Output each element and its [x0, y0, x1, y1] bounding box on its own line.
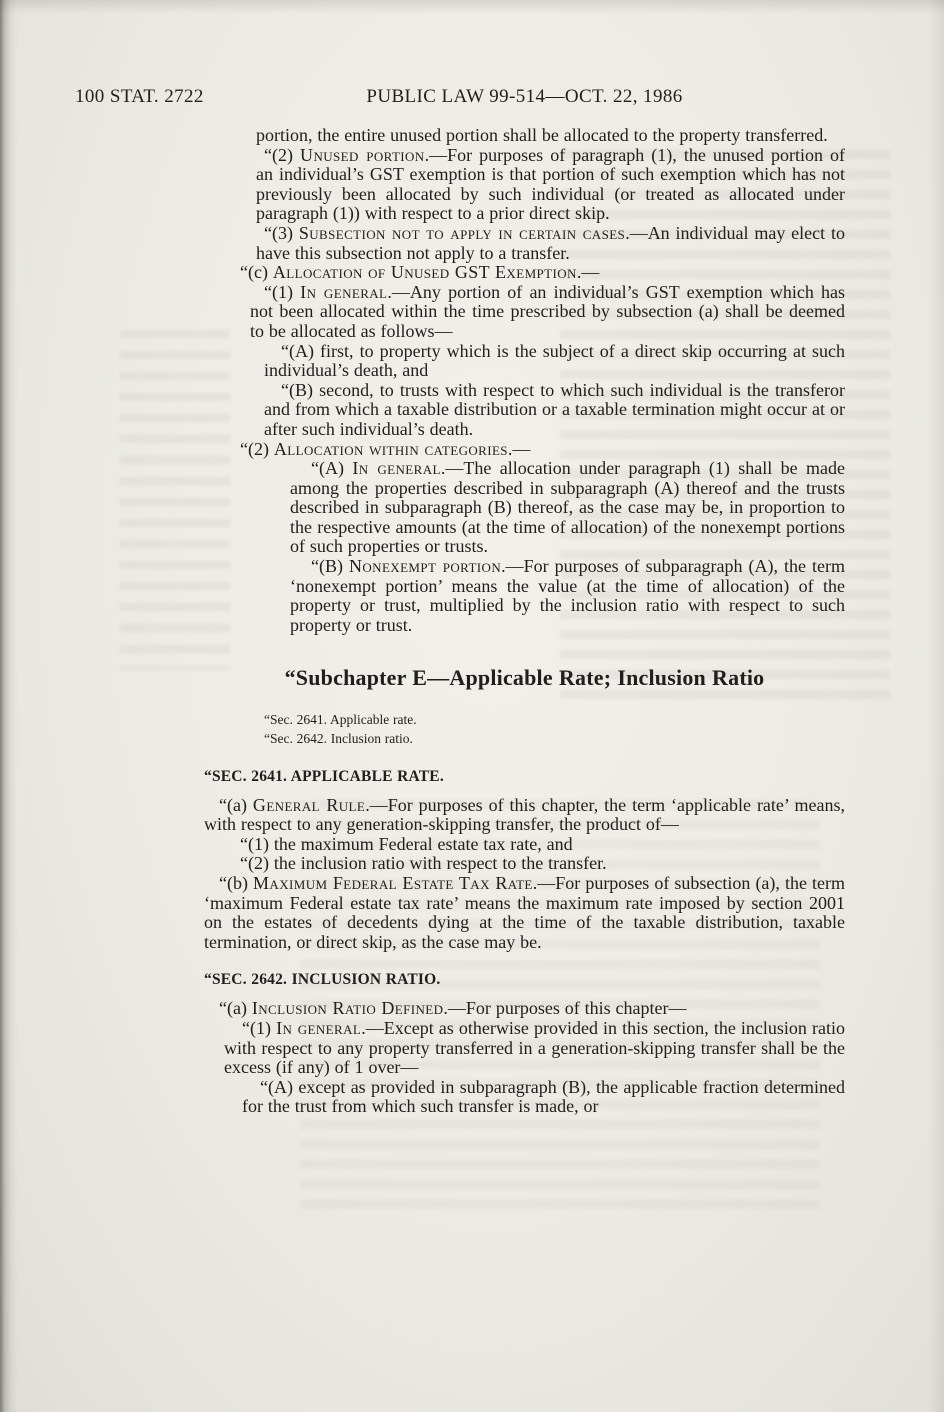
statute-paragraph — [204, 126, 845, 146]
statute-text-run: .—Any portion of an individual’s GST exemption which has not been allocated within the time prescribed by subsection (a) shall be deemed to be allocated as follows— — [250, 281, 845, 341]
defined-term-label: Allocation within categories — [273, 438, 508, 459]
statute-paragraph — [204, 1019, 845, 1078]
defined-term-label: Unused portion — [300, 144, 425, 165]
statute-paragraph — [204, 381, 845, 440]
statute-text-run: .—For purposes of subsection (a), the term ‘maximum Federal estate tax rate’ means the maximum rate imposed by section 2001 on the estates of decedents dying at the time of the taxable distribution, taxable termination, or direct skip, as the case may be. — [204, 873, 845, 952]
running-head-law-title: PUBLIC LAW 99-514—OCT. 22, 1986 — [366, 86, 683, 107]
statute-text-run: “Sec. 2642. Inclusion ratio. — [264, 731, 413, 747]
defined-term-label: Allocation of Unused GST Exemption — [272, 262, 577, 283]
statute-paragraph — [204, 1078, 845, 1117]
statute-text-run: .—An individual may elect to have this subsection not apply to a transfer. — [256, 222, 845, 263]
statute-text-run: “(B) — [311, 556, 349, 577]
subchapter-heading — [204, 665, 845, 691]
statute-text-run: “(1) — [264, 281, 301, 302]
defined-term-label: Nonexempt portion — [348, 556, 502, 577]
statute-paragraph — [204, 224, 845, 263]
statute-paragraph — [204, 440, 845, 460]
statute-text-run: “(2) — [264, 144, 301, 165]
statute-text-run: “(1) the maximum Federal estate tax rate, and — [240, 833, 573, 854]
statute-text-run: “(b) — [219, 873, 254, 893]
section-heading-2642 — [204, 970, 845, 990]
statute-text-run: .—For purposes of this chapter, the term ‘applicable rate’ means, with respect to any generation-skipping transfer, the product of— — [204, 794, 846, 835]
statute-text-run: .—Except as otherwise provided in this section, the inclusion ratio with respect to any property transferred in a generation-skipping transfer shall be the excess (if any) of 1 over— — [224, 1017, 845, 1078]
statute-paragraph — [204, 874, 845, 952]
statute-paragraph — [204, 263, 845, 283]
statute-text-run: portion, the entire unused portion shall be allocated to the property transferred. — [256, 125, 828, 145]
statute-text-run: “SEC. 2641. APPLICABLE RATE. — [204, 767, 444, 785]
defined-term-label: Inclusion Ratio Defined — [251, 998, 444, 1019]
statute-text-run: .— — [507, 438, 531, 459]
statute-paragraph — [204, 999, 845, 1019]
toc-line-sec-2641 — [204, 711, 845, 730]
defined-term-label: Subsection not to apply in certain cases — [298, 222, 626, 243]
statute-text-run: “(3) — [264, 222, 299, 243]
statute-text-run: “(a) — [219, 794, 253, 815]
statute-text-run: “SEC. 2642. INCLUSION RATIO. — [204, 971, 441, 989]
statute-text-run: “(A) — [311, 458, 353, 479]
defined-term-label: General Rule — [252, 794, 366, 815]
toc-line-sec-2642 — [204, 730, 845, 749]
defined-term-label: Maximum Federal Estate Tax Rate — [253, 873, 533, 893]
statute-text-run: “(A) first, to property which is the subject of a direct skip occurring at such individual’s death, and — [264, 340, 845, 381]
defined-term-label: In general — [276, 1017, 362, 1038]
statute-paragraph — [204, 342, 845, 381]
statute-text-run: .—For purposes of paragraph (1), the unused portion of an individual’s GST exemption is that portion of such exemption which has not previously been allocated by such individual (or treated as allocated under paragraph (1)) with respect to a prior direct skip. — [256, 144, 845, 224]
statute-text-run: .— — [576, 262, 600, 283]
statute-paragraph — [204, 835, 845, 855]
statute-text-run: .—For purposes of subparagraph (A), the term ‘nonexempt portion’ means the value (at the time of allocation) of the property or trust, multiplied by the inclusion ratio with respect to such property or trust. — [290, 556, 845, 635]
defined-term-label: In general — [300, 281, 388, 302]
statute-text-run: “(1) — [242, 1017, 277, 1038]
statute-paragraph — [204, 459, 845, 557]
section-heading-2641 — [204, 767, 845, 787]
statute-text-run: “(2) — [240, 438, 274, 459]
statute-text-run: .—The allocation under paragraph (1) shall be made among the properties described in subparagraph (A) thereof and the trusts described in subparagraph (B) thereof, as the case may be, in proportion to the respective amounts (at the time of allocation) of the nonexempt portions of such properties or trusts. — [290, 458, 845, 557]
statute-text-run: “Sec. 2641. Applicable rate. — [264, 712, 417, 728]
statute-paragraph — [204, 854, 845, 874]
defined-term-label: In general — [352, 458, 441, 479]
statute-text-run: “(B) second, to trusts with respect to which such individual is the transferor and from which a taxable distribution or a taxable termination might occur at or after such individual’s death. — [264, 379, 845, 439]
statute-paragraph — [204, 283, 845, 342]
statute-text-column — [204, 126, 845, 1117]
statute-paragraph — [204, 557, 845, 635]
statute-paragraph — [204, 796, 845, 835]
running-head-stat-page-number: 100 STAT. 2722 — [75, 86, 204, 107]
statute-text-run: “(2) the inclusion ratio with respect to the transfer. — [240, 853, 607, 874]
statute-text-run: “(A) except as provided in subparagraph (B), the applicable fraction determined for the trust from which such transfer is made, or — [242, 1076, 845, 1117]
statute-text-run: “(c) — [240, 262, 273, 283]
statute-text-run: “Subchapter E—Applicable Rate; Inclusion Ratio — [284, 665, 765, 691]
statute-paragraph — [204, 146, 845, 224]
statute-text-run: “(a) — [219, 998, 252, 1019]
statute-text-run: .—For purposes of this chapter— — [443, 998, 687, 1019]
